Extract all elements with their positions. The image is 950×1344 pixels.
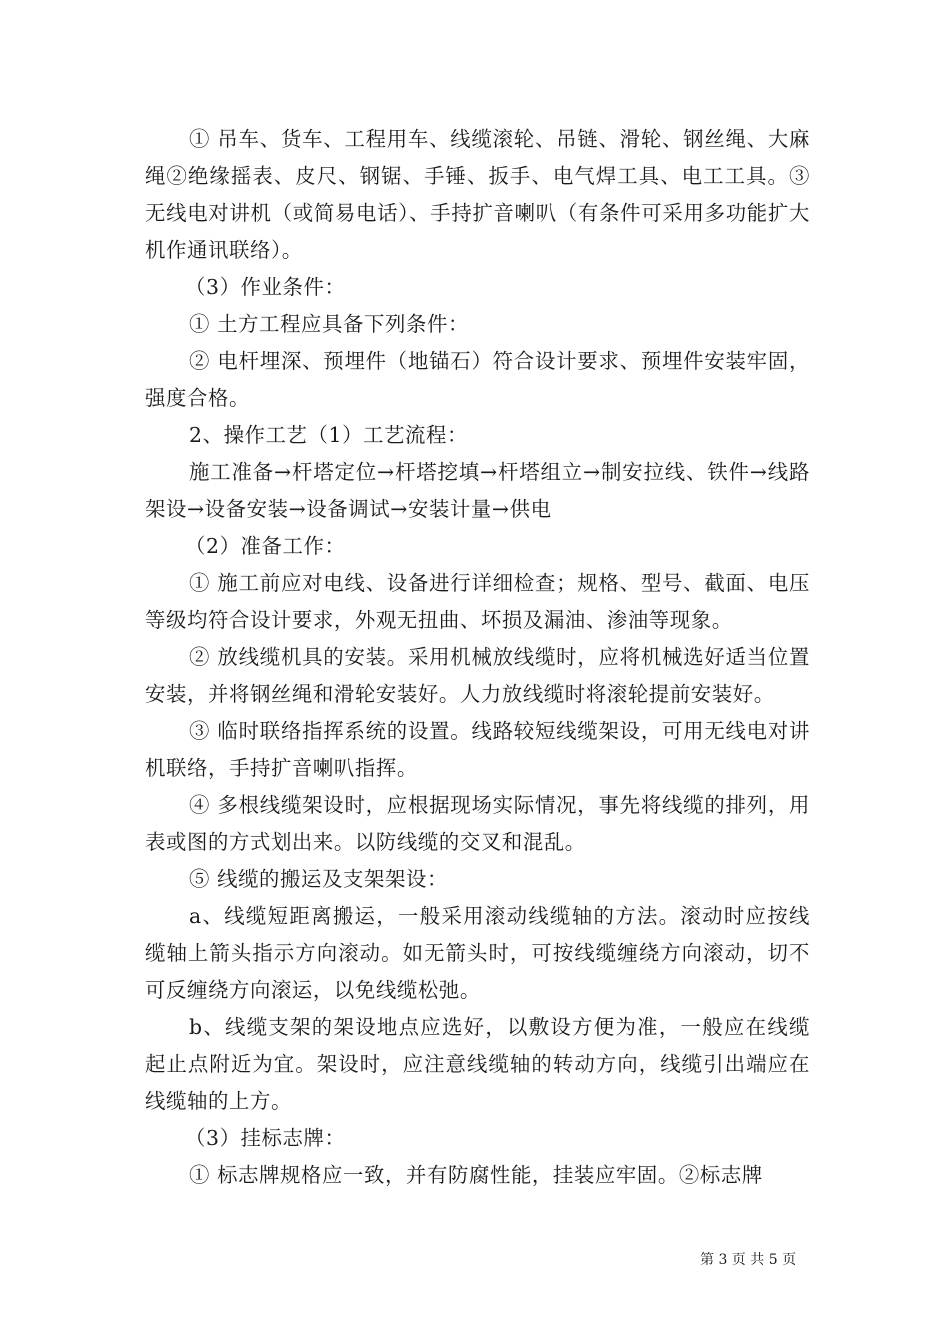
heading-sign-plates: （3）挂标志牌： (185, 1126, 346, 1150)
paragraph-pole-embedding: ② 电杆埋深、预埋件（地锚石）符合设计要求、预埋件安装牢固，强度合格。 (145, 349, 810, 410)
heading-work-conditions: （3）作业条件： (185, 275, 346, 299)
paragraph-cable-machinery: ② 放线缆机具的安装。采用机械放线缆时，应将机械选好适当位置安装，并将钢丝绳和滑轮安装好。人力放线缆时将滚轮提前安装好。 (145, 645, 810, 706)
heading-preparation-work: （2）准备工作： (185, 534, 346, 558)
page-number: 第 3 页 共 5 页 (700, 1252, 797, 1268)
paragraph-sign-plate-spec: ① 标志牌规格应一致，并有防腐性能，挂装应牢固。②标志牌 (189, 1163, 763, 1187)
heading-cable-transport: ⑤ 线缆的搬运及支架架设： (189, 867, 448, 891)
paragraph-support-erection: b、线缆支架的架设地点应选好，以敷设方便为准，一般应在线缆起止点附近为宜。架设时，应注意线缆轴的转动方向，线缆引出端应在线缆轴的上方。 (145, 1015, 810, 1113)
document-body (145, 121, 810, 1194)
paragraph-earthwork-conditions: ① 土方工程应具备下列条件： (189, 312, 469, 336)
heading-operation-process: 2、操作工艺（1）工艺流程： (189, 423, 469, 447)
paragraph-short-distance-transport: a、线缆短距离搬运，一般采用滚动线缆轴的方法。滚动时应按线缆轴上箭头指示方向滚动。如无箭头时，可按线缆缠绕方向滚动，切不可反缠绕方向滚运，以免线缆松弛。 (145, 904, 810, 1002)
paragraph-multi-cable: ④ 多根线缆架设时，应根据现场实际情况，事先将线缆的排列，用表或图的方式划出来。以防线缆的交叉和混乱。 (145, 793, 810, 854)
paragraph-process-flow: 施工准备→杆塔定位→杆塔挖填→杆塔组立→制安拉线、铁件→线路架设→设备安装→设备调试→安装计量→供电 (145, 460, 810, 521)
paragraph-pre-inspection: ① 施工前应对电线、设备进行详细检查；规格、型号、截面、电压等级均符合设计要求，外观无扭曲、坏损及漏油、渗油等现象。 (145, 571, 810, 632)
paragraph-tools-list: ① 吊车、货车、工程用车、线缆滚轮、吊链、滑轮、钢丝绳、大麻绳②绝缘摇表、皮尺、钢锯、手锤、扳手、电气焊工具、电工工具。③无线电对讲机（或简易电话）、手持扩音喇叭（有条件可采用多功能扩大机作通讯联络）。 (145, 127, 810, 262)
paragraph-communication-system: ③ 临时联络指挥系统的设置。线路较短线缆架设，可用无线电对讲机联络，手持扩音喇叭指挥。 (145, 719, 810, 780)
